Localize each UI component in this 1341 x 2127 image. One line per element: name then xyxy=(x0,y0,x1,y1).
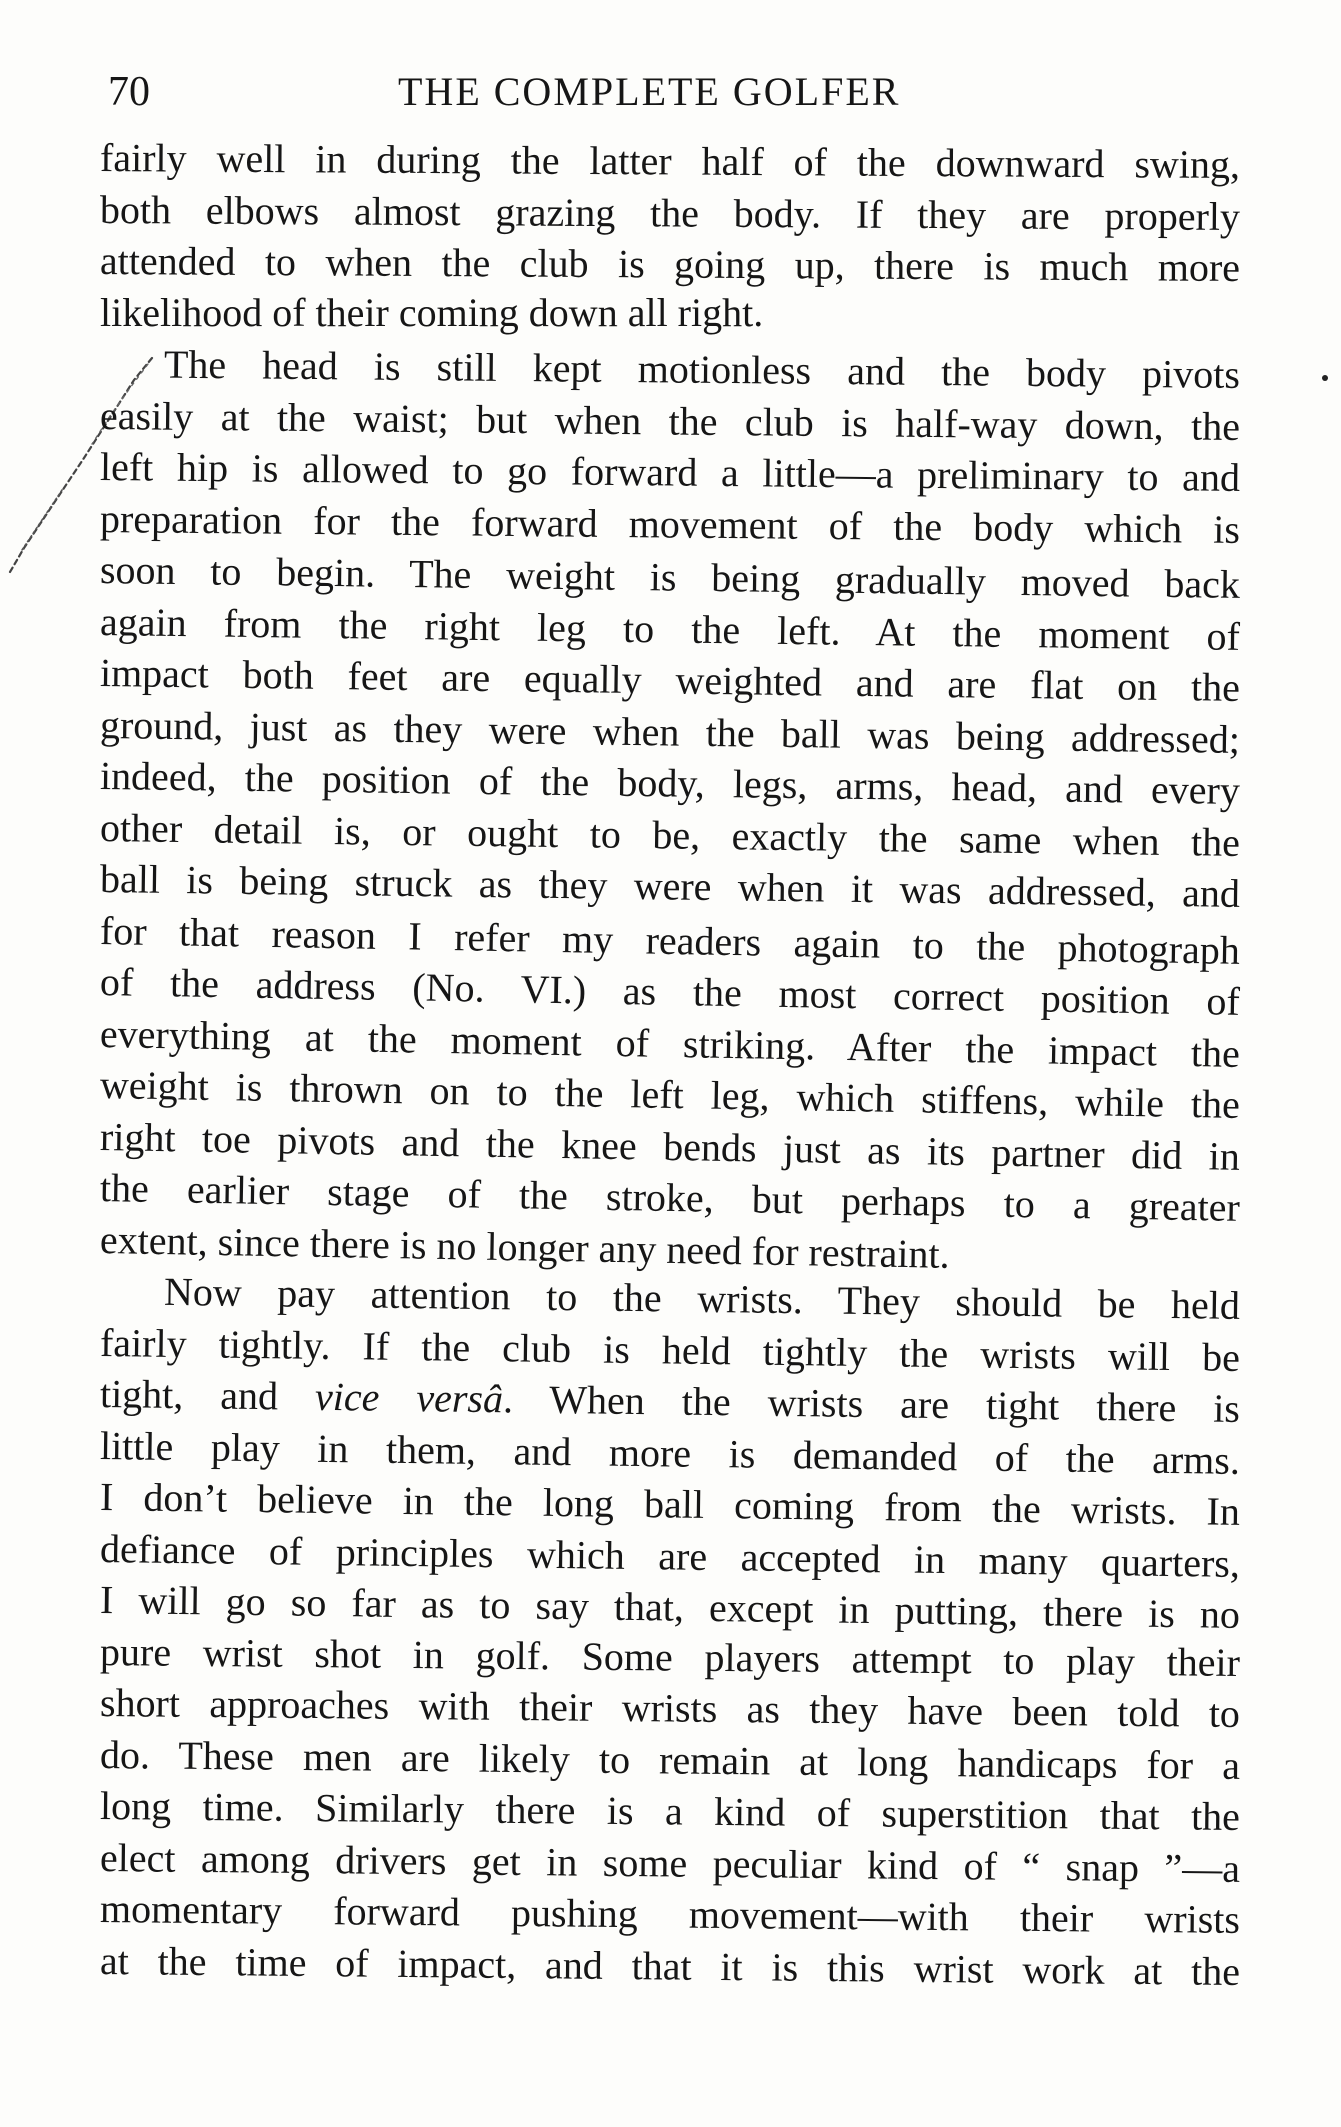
text-line: I will go so far as to say that, except in putting, there is no xyxy=(99,1577,1241,1637)
text-line: pure wrist shot in golf. Some players attempt to play their xyxy=(99,1628,1241,1685)
text-line: easily at the waist; but when the club is half-way down, the xyxy=(99,392,1241,449)
text-line: fairly tightly. If the club is held tightly the wrists will be xyxy=(99,1319,1241,1380)
text-line: weight is thrown on to the left leg, which stiffens, while the xyxy=(99,1062,1241,1127)
text-line: other detail is, or ought to be, exactly the same when the xyxy=(99,804,1241,865)
text-line: everything at the moment of striking. After the impact the xyxy=(99,1010,1241,1076)
text-line: elect among drivers get in some peculiar kind of “ snap ”—a xyxy=(99,1834,1241,1891)
text-line: soon to begin. The weight is being gradually moved back xyxy=(99,547,1241,607)
text-line: for that reason I refer my readers again to the photograph xyxy=(99,907,1241,973)
italic-phrase: vice versâ xyxy=(314,1373,504,1422)
text-line: do. These men are likely to remain at long handicaps for a xyxy=(99,1731,1241,1788)
running-head: THE COMPLETE GOLFER xyxy=(398,69,901,114)
text-line: long time. Similarly there is a kind of superstition that the xyxy=(99,1783,1241,1839)
text-line: The head is still kept motionless and the body pivots xyxy=(163,341,1241,397)
text-line: extent, since there is no longer any need for restraint. xyxy=(99,1216,950,1277)
text-line: impact both feet are equally weighted and are flat on the xyxy=(99,650,1241,710)
text-line: attended to when the club is going up, there is much more xyxy=(99,238,1241,290)
text-line: ground, just as they were when the ball was being addressed; xyxy=(99,701,1241,762)
text-line: Now pay attention to the wrists. They should be held xyxy=(163,1268,1241,1328)
text-line: likelihood of their coming down all right. xyxy=(100,289,764,335)
text-line: I don’t believe in the long ball coming from the wrists. In xyxy=(99,1474,1241,1534)
text-line: the earlier stage of the stroke, but perhaps to a greater xyxy=(99,1165,1241,1230)
page-header xyxy=(108,62,1236,122)
text-line: momentary forward pushing movement—with their wrists xyxy=(99,1886,1241,1942)
text-line: both elbows almost grazing the body. If they are properly xyxy=(99,186,1241,239)
text-line: at the time of impact, and that it is this wrist work at the xyxy=(99,1937,1241,1994)
page-number: 70 xyxy=(108,69,150,115)
text-line: again from the right leg to the left. At the moment of xyxy=(99,598,1241,659)
text-line: of the address (No. VI.) as the most correct position of xyxy=(99,959,1241,1024)
text-line: fairly well in during the latter half of the downward swing, xyxy=(99,135,1241,187)
text-line: little play in them, and more is demanded of the arms. xyxy=(99,1422,1241,1483)
text-line: defiance of principles which are accepted in many quarters, xyxy=(99,1525,1241,1586)
text-line: short approaches with their wrists as they have been told to xyxy=(99,1680,1241,1736)
text-line: tight, and vice versâ. When the wrists are tight there is xyxy=(99,1371,1241,1431)
text-line: right toe pivots and the knee bends just as its partner did in xyxy=(99,1113,1241,1179)
text-line: ball is being struck as they were when it was addressed, and xyxy=(99,856,1241,916)
body-text xyxy=(99,132,1241,1994)
margin-dot xyxy=(1322,375,1328,381)
text-line: preparation for the forward movement of the body which is xyxy=(99,495,1241,552)
text-line: left hip is allowed to go forward a little—a preliminary to and xyxy=(99,444,1241,500)
text-line: indeed, the position of the body, legs, arms, head, and every xyxy=(99,753,1241,813)
